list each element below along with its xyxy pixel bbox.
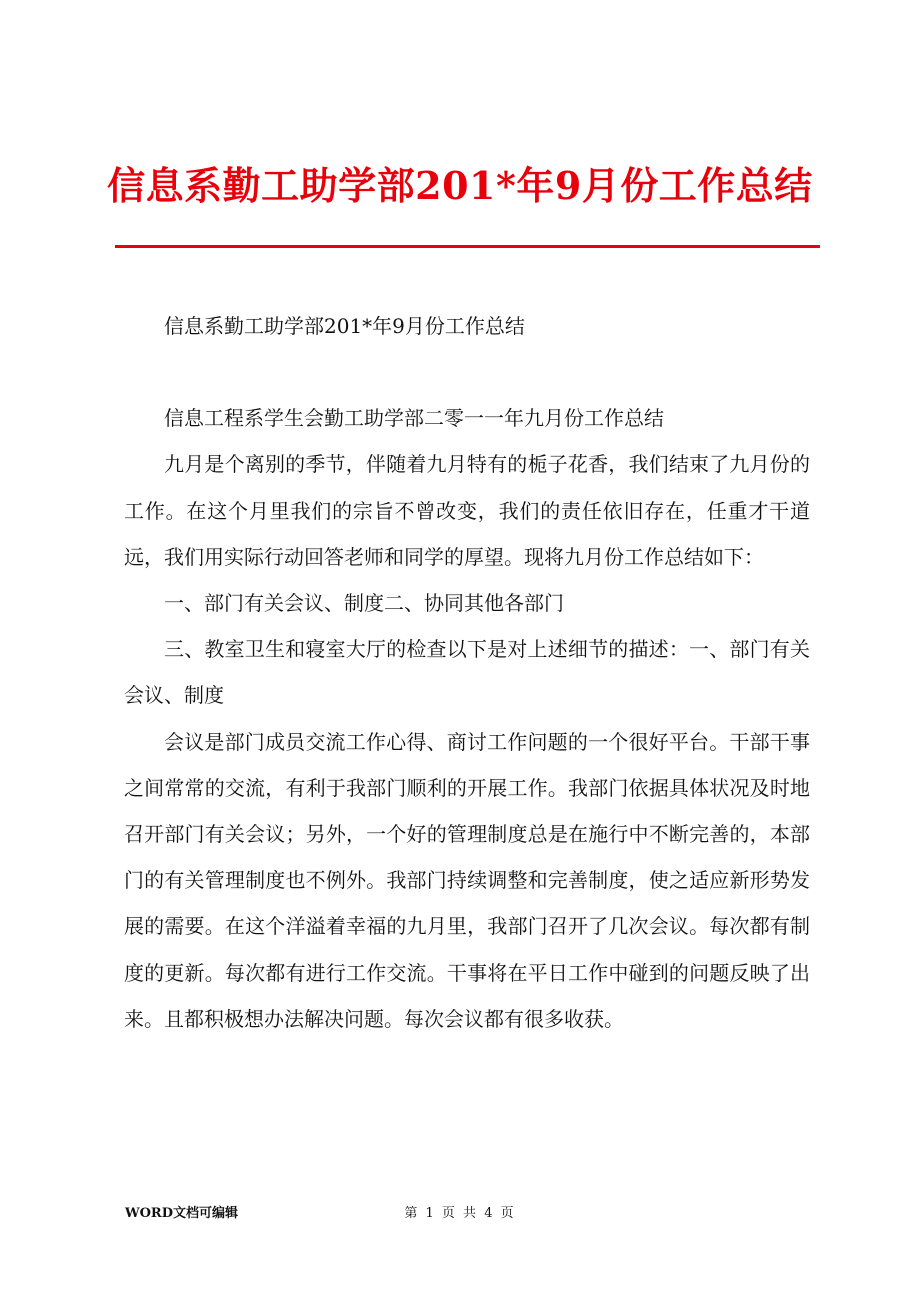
page-title: 信息系勤工助学部201*年9月份工作总结 xyxy=(107,163,813,208)
footer-editable-label: WORD文档可编辑 xyxy=(125,1206,239,1221)
paragraph-subtitle: 信息系勤工助学部201*年9月份工作总结 xyxy=(164,314,525,338)
paragraph-outline-1: 一、部门有关会议、制度二、协同其他各部门 xyxy=(164,591,564,616)
paragraph-intro: 九月是个离别的季节，伴随着九月特有的栀子花香，我们结束了九月份的工作。在这个月里我们的宗旨不曾改变，我们的责任依旧存在，任重才干道远，我们用实际行动回答老师和同学的厚望。现将九月份工作总结如下： xyxy=(124,452,810,569)
footer-page-number: 第 1 页 共 4 页 xyxy=(404,1206,516,1221)
paragraph-heading: 信息工程系学生会勤工助学部二零一一年九月份工作总结 xyxy=(164,406,664,431)
paragraph-meetings: 会议是部门成员交流工作心得、商讨工作问题的一个很好平台。干部干事之间常常的交流，有利于我部门顺利的开展工作。我部门依据具体状况及时地召开部门有关会议；另外，一个好的管理制度总是在施行中不断完善的，本部门的有关管理制度也不例外。我部门持续调整和完善制度，使之适应新形势发展的需要。在这个洋溢着幸福的九月里，我部门召开了几次会议。每次都有制度的更新。每次都有进行工作交流。干事将在平日工作中碰到的问题反映了出来。且都积极想办法解决问题。每次会议都有很多收获。 xyxy=(124,729,810,1031)
title-divider xyxy=(115,245,820,248)
document-body xyxy=(124,303,810,1042)
paragraph-outline-2: 三、教室卫生和寝室大厅的检查以下是对上述细节的描述：一、部门有关会议、制度 xyxy=(124,637,810,708)
